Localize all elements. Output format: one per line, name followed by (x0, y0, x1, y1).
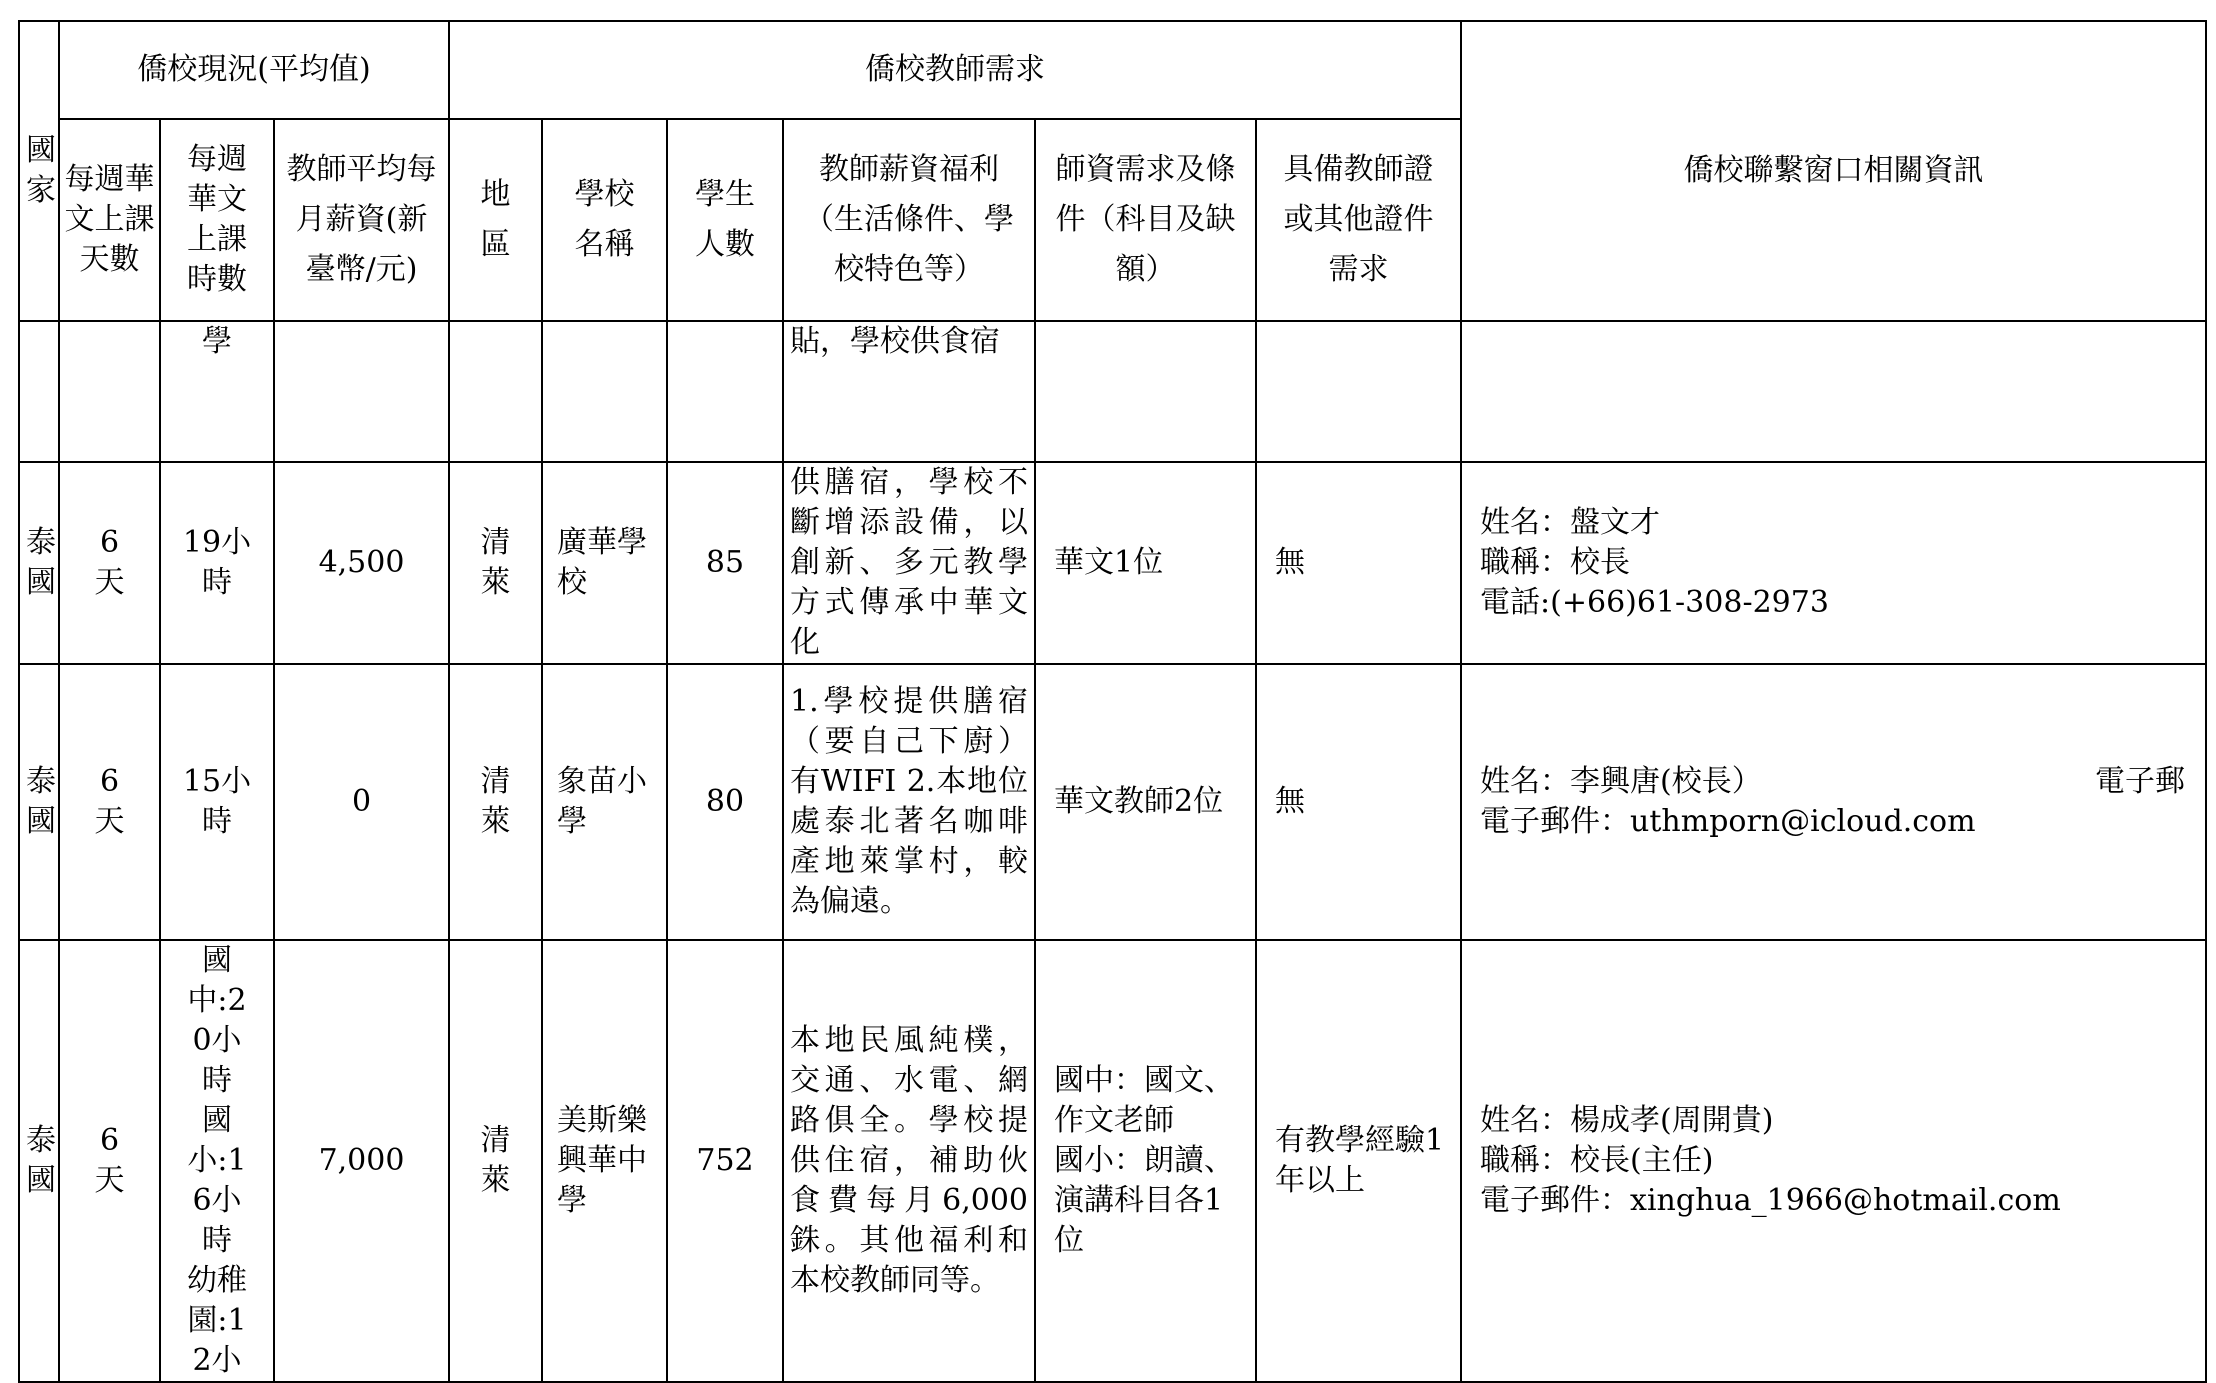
cell-salary: 4,500 (274, 462, 449, 664)
cell-hours: 15小時 (160, 664, 274, 940)
cell-contact (1461, 664, 2206, 940)
cell-days: 6天 (59, 940, 160, 1382)
contact-name: 姓名：李興唐(校長） (1480, 764, 1762, 799)
cell-requirements (1035, 940, 1256, 1382)
header-region: 地區 (449, 119, 542, 321)
cell-contact (1461, 940, 2206, 1382)
cell-certificate (1256, 321, 1461, 462)
cell-region: 清萊 (449, 664, 542, 940)
header-days-per-week: 每週華文上課天數 (59, 119, 160, 321)
table-row (19, 940, 2206, 1382)
table-row-continuation (19, 321, 2206, 462)
cell-students (667, 321, 783, 462)
cell-salary: 0 (274, 664, 449, 940)
cell-hours (160, 940, 274, 1382)
cell-benefits: 本地民風純樸，交通、水電、網路俱全。學校提供住宿，補助伙食費每月6,000銖。其他福利和本校教師同等。 (783, 940, 1035, 1382)
header-requirements: 師資需求及條件（科目及缺額） (1035, 119, 1256, 321)
cell-days (59, 321, 160, 462)
cell-school: 象苗小學 (542, 664, 667, 940)
contact-title: 職稱：校長 (1480, 545, 1631, 580)
cell-benefits: 1.學校提供膳宿（要自己下廚）有WIFI 2.本地位處泰北著名咖啡產地萊掌村，較為偏遠。 (783, 664, 1035, 940)
cell-requirements: 華文1位 (1035, 462, 1256, 664)
cell-country: 泰國 (19, 664, 59, 940)
header-hours-per-week: 每週華文上課時數 (160, 119, 274, 321)
cell-contact (1461, 321, 2206, 462)
cell-hours: 19小時 (160, 462, 274, 664)
teacher-needs-table (18, 20, 2207, 1383)
contact-email: 電子郵件：xinghua_1966@hotmail.com (1480, 1183, 2061, 1218)
header-certificate: 具備教師證或其他證件需求 (1256, 119, 1461, 321)
contact-name: 姓名：楊成孝(周開貴) (1480, 1103, 1774, 1138)
cell-students: 80 (667, 664, 783, 940)
cell-salary (274, 321, 449, 462)
cell-region (449, 321, 542, 462)
cell-region: 清萊 (449, 940, 542, 1382)
header-avg-salary: 教師平均每月薪資(新臺幣/元) (274, 119, 449, 321)
cell-days: 6天 (59, 664, 160, 940)
header-country: 國家 (19, 21, 59, 321)
requirement-junior-high: 國中：國文、作文老師 (1054, 1063, 1235, 1138)
cell-region: 清萊 (449, 462, 542, 664)
cell-school: 廣華學校 (542, 462, 667, 664)
contact-title: 職稱：校長(主任) (1480, 1143, 1714, 1178)
cell-certificate: 有教學經驗1年以上 (1256, 940, 1461, 1382)
cell-contact (1461, 462, 2206, 664)
header-contact-info: 僑校聯繫窗口相關資訊 (1461, 21, 2206, 321)
contact-email: 電子郵件：uthmporn@icloud.com (1480, 804, 1976, 839)
cell-benefits: 貼，學校供食宿 (783, 321, 1035, 462)
requirement-elementary: 國小：朗讀、演講科目各1位 (1054, 1143, 1235, 1258)
table-row (19, 664, 2206, 940)
header-students: 學生人數 (667, 119, 783, 321)
header-benefits: 教師薪資福利（生活條件、學校特色等） (783, 119, 1035, 321)
cell-students: 752 (667, 940, 783, 1382)
cell-students: 85 (667, 462, 783, 664)
header-teacher-needs: 僑校教師需求 (449, 21, 1461, 119)
cell-requirements (1035, 321, 1256, 462)
contact-name: 姓名：盤文才 (1480, 505, 1661, 540)
contact-email-label: 電子郵 (2095, 764, 2186, 799)
cell-certificate: 無 (1256, 462, 1461, 664)
cell-days: 6天 (59, 462, 160, 664)
contact-phone: 電話:(+66)61-308-2973 (1480, 585, 1829, 620)
cell-requirements: 華文教師2位 (1035, 664, 1256, 940)
hours-kindergarten: 幼稚園:12小 (187, 1263, 247, 1378)
table-row (19, 462, 2206, 664)
cell-country: 泰國 (19, 462, 59, 664)
cell-school (542, 321, 667, 462)
cell-country (19, 321, 59, 462)
cell-country: 泰國 (19, 940, 59, 1382)
hours-elementary: 國小:16小時 (187, 1103, 247, 1258)
header-school-name: 學校名稱 (542, 119, 667, 321)
cell-salary: 7,000 (274, 940, 449, 1382)
hours-junior-high: 國中:20小時 (187, 943, 247, 1098)
cell-benefits: 供膳宿，學校不斷增添設備，以創新、多元教學方式傳承中華文化 (783, 462, 1035, 664)
cell-hours: 學 (160, 321, 274, 462)
cell-school: 美斯樂興華中學 (542, 940, 667, 1382)
header-school-status: 僑校現況(平均值) (59, 21, 449, 119)
cell-certificate: 無 (1256, 664, 1461, 940)
